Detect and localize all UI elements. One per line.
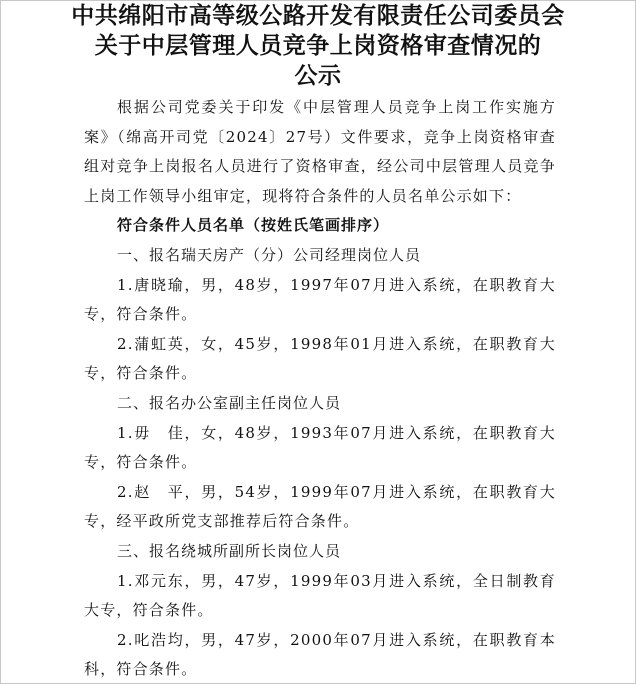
list-item: 2.赵 平，男，54岁，1999年07月进入系统，在职教育大专，经平政所党支部推荐后符合条件。 bbox=[84, 482, 556, 531]
list-item: 1.邓元东，男，47岁，1999年03月进入系统，全日制教育大专，符合条件。 bbox=[84, 571, 556, 620]
title-line-3: 公示 bbox=[294, 63, 342, 89]
section-heading-3: 三、报名绕城所副所长岗位人员 bbox=[117, 541, 342, 560]
list-item: 1.毋 佳，女，48岁，1993年07月进入系统，在职教育大专，符合条件。 bbox=[84, 423, 556, 472]
list-heading: 符合条件人员名单（按姓氏笔画排序） bbox=[117, 216, 390, 235]
section-heading-2: 二、报名办公室副主任岗位人员 bbox=[117, 393, 342, 412]
list-item: 1.唐晓瑜，男，48岁，1997年07月进入系统，在职教育大专，符合条件。 bbox=[84, 275, 556, 324]
document-title bbox=[0, 0, 636, 91]
section-heading-1: 一、报名瑞天房产（分）公司经理岗位人员 bbox=[117, 245, 422, 264]
document bbox=[0, 0, 636, 91]
title-line-2: 关于中层管理人员竞争上岗资格审查情况的 bbox=[94, 33, 542, 59]
intro-paragraph: 根据公司党委关于印发《中层管理人员竞争上岗工作实施方案》（绵高开司党〔2024〕27号）文件要求，竞争上岗资格审查组对竞争上岗报名人员进行了资格审查，经公司中层管理人员竞争上岗工作领导小组审定，现将符合条件的人员名单公示如下： bbox=[84, 98, 556, 205]
list-item: 2.叱浩均，男，47岁，2000年07月进入系统，在职教育本科，符合条件。 bbox=[84, 630, 556, 679]
list-item: 2.蒲虹英，女，45岁，1998年01月进入系统，在职教育大专，符合条件。 bbox=[84, 334, 556, 383]
title-line-1: 中共绵阳市高等级公路开发有限责任公司委员会 bbox=[71, 3, 565, 29]
document-body bbox=[84, 93, 556, 685]
